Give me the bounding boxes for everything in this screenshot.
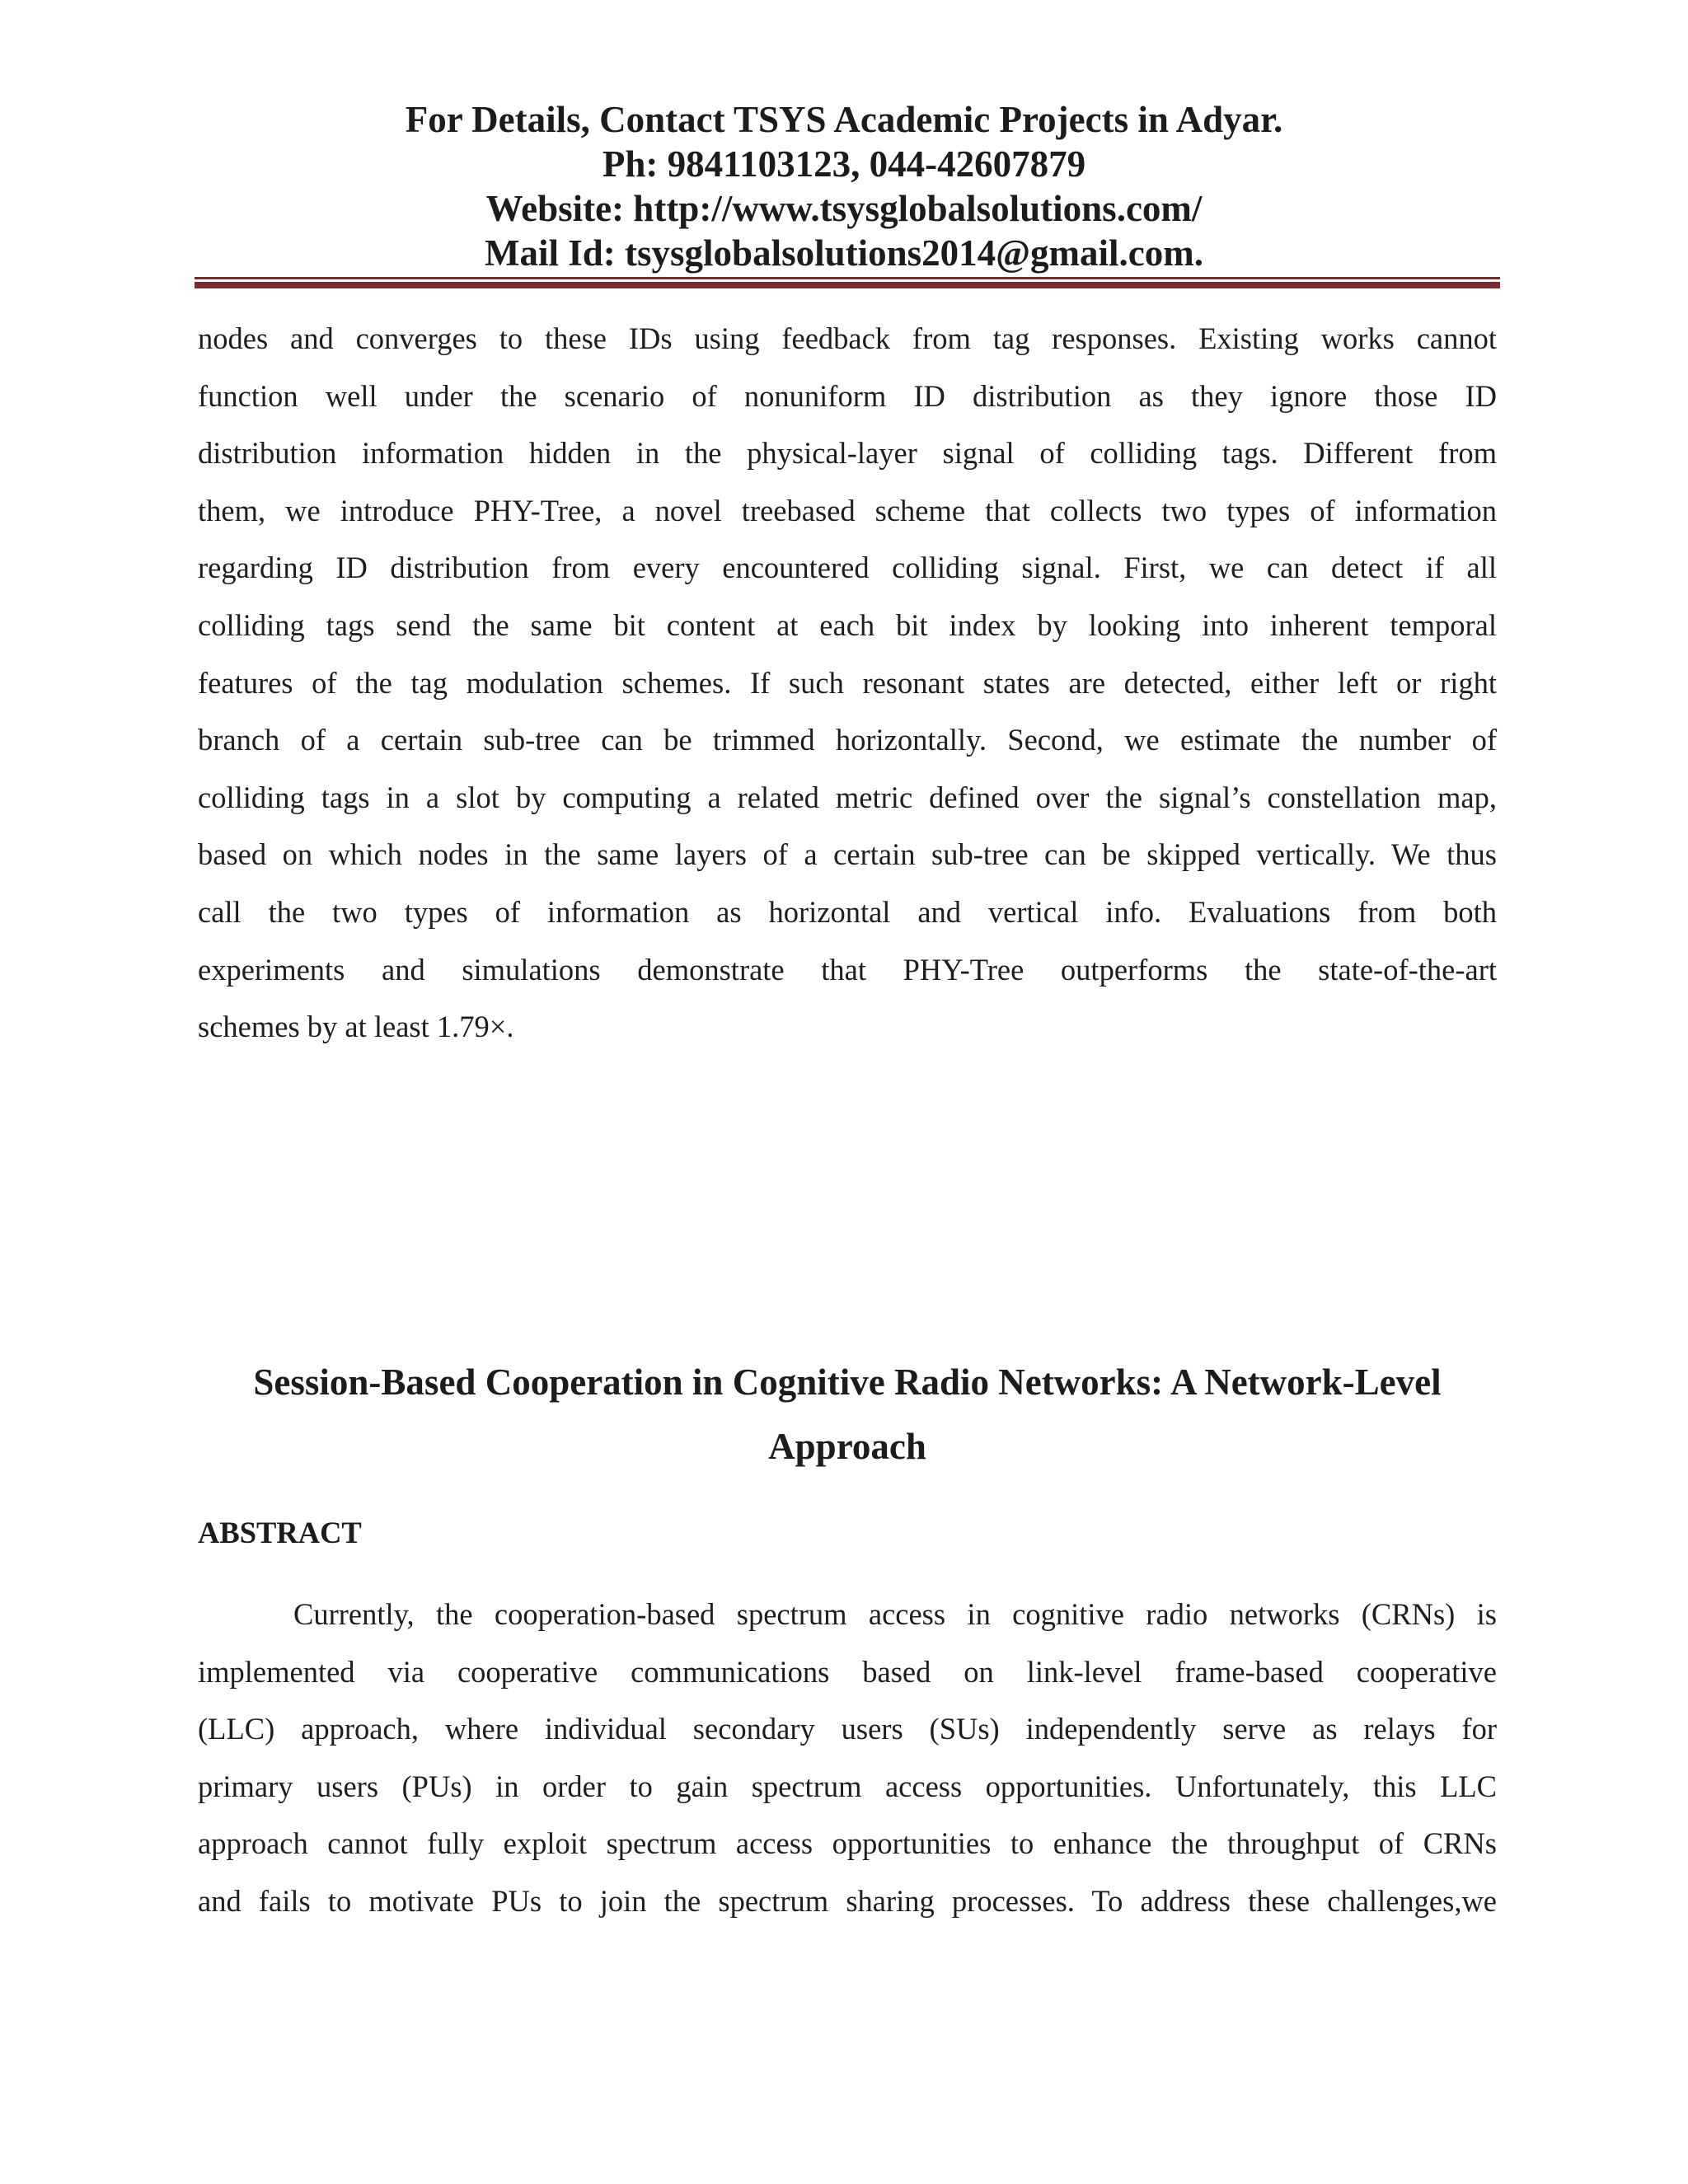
- text-line: (LLC) approach, where individual secondary users (SUs) independently serve as relays for: [198, 1712, 1497, 1746]
- text-line: call the two types of information as horizontal and vertical info. Evaluations from both: [198, 894, 1497, 929]
- text-line: and fails to motivate PUs to join the spectrum sharing processes. To address these challenges,we: [198, 1883, 1497, 1918]
- header-website-line: Website: http://www.tsysglobalsolutions.com/: [485, 188, 1203, 229]
- text-line: them, we introduce PHY-Tree, a novel treebased scheme that collects two types of information: [198, 493, 1497, 527]
- text-line: implemented via cooperative communications based on link-level frame-based cooperative: [198, 1654, 1497, 1689]
- text-line: experiments and simulations demonstrate that PHY-Tree outperforms the state-of-the-art: [198, 952, 1497, 987]
- text-line: colliding tags send the same bit content at each bit index by looking into inherent temporal: [198, 607, 1497, 642]
- header-mail-line: Mail Id: tsysglobalsolutions2014@gmail.com.: [485, 232, 1203, 274]
- text-line: Currently, the cooperation-based spectrum access in cognitive radio networks (CRNs) is: [293, 1597, 1497, 1631]
- body-paragraph: [198, 310, 1497, 1056]
- abstract-paragraph: [198, 1586, 1497, 1930]
- header-divider-thin: [195, 277, 1500, 279]
- text-line: function well under the scenario of nonuniform ID distribution as they ignore those ID: [198, 378, 1497, 413]
- header-phone-line: Ph: 9841103123, 044-42607879: [602, 143, 1086, 185]
- text-line: primary users (PUs) in order to gain spectrum access opportunities. Unfortunately, this LLC: [198, 1769, 1497, 1803]
- text-line: based on which nodes in the same layers of a certain sub-tree can be skipped vertically. We thus: [198, 837, 1497, 872]
- section-title-line: Approach: [768, 1426, 926, 1467]
- section-title-line: Session-Based Cooperation in Cognitive Radio Networks: A Network-Level: [253, 1361, 1442, 1403]
- text-line: nodes and converges to these IDs using feedback from tag responses. Existing works cannot: [198, 321, 1497, 355]
- text-line: distribution information hidden in the physical-layer signal of colliding tags. Different from: [198, 436, 1497, 471]
- text-line: features of the tag modulation schemes. If such resonant states are detected, either left or right: [198, 665, 1497, 700]
- text-line: regarding ID distribution from every encountered colliding signal. First, we can detect if all: [198, 551, 1497, 585]
- section-title: [195, 1350, 1500, 1479]
- text-line: branch of a certain sub-tree can be trimmed horizontally. Second, we estimate the number of: [198, 723, 1497, 757]
- header-contact-line: For Details, Contact TSYS Academic Projects in Adyar.: [405, 99, 1283, 140]
- text-line: schemes by at least 1.79×.: [198, 1010, 514, 1044]
- page-header: [0, 97, 1688, 275]
- text-line: colliding tags in a slot by computing a related metric defined over the signal’s constellation map,: [198, 780, 1497, 814]
- text-line: approach cannot fully exploit spectrum access opportunities to enhance the throughput of CRNs: [198, 1826, 1497, 1861]
- abstract-heading: ABSTRACT: [198, 1516, 362, 1549]
- header-divider-thick: [195, 282, 1500, 288]
